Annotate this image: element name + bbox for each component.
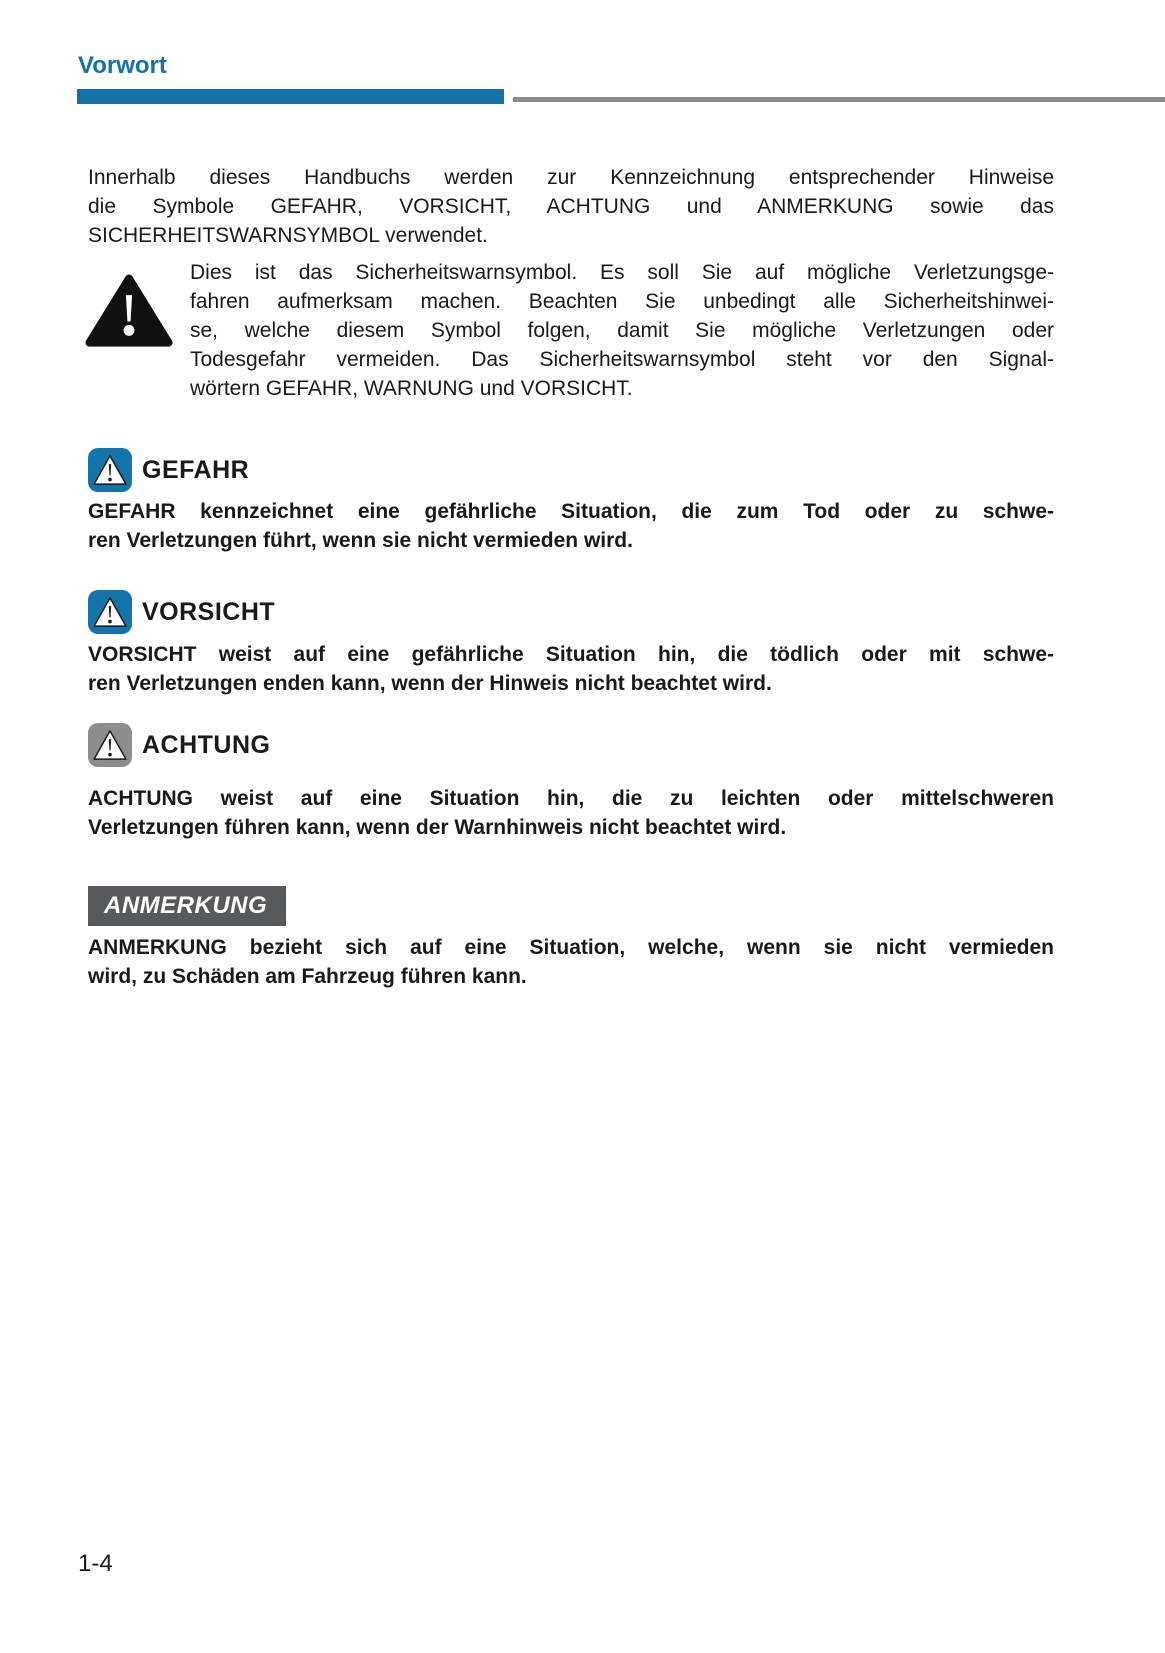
text-line: GEFAHR kennzeichnet eine gefährliche Situation, die zum Tod oder zu schwe- (88, 500, 1054, 523)
text-line: se, welche diesem Symbol folgen, damit Sie mögliche Verletzungen oder (190, 319, 1054, 342)
header-accent-bar (77, 89, 504, 104)
note-label-text: ANMERKUNG (104, 892, 268, 919)
text-line: die Symbole GEFAHR, VORSICHT, ACHTUNG und ANMERKUNG sowie das (88, 195, 1054, 218)
text-line: Innerhalb dieses Handbuchs werden zur Kennzeichnung entsprechender Hinweise (88, 166, 1054, 189)
text-line: wird, zu Schäden am Fahrzeug führen kann. (88, 965, 527, 988)
notice-gefahr-title: GEFAHR (142, 455, 250, 484)
text-line: ANMERKUNG bezieht sich auf eine Situation, welche, wenn sie nicht vermieden (88, 936, 1054, 959)
text-line: Verletzungen führen kann, wenn der Warnhinweis nicht beachtet wird. (88, 816, 787, 839)
text-line: wörtern GEFAHR, WARNUNG und VORSICHT. (190, 377, 633, 400)
text-line: Todesgefahr vermeiden. Das Sicherheitswarnsymbol steht vor den Signal- (190, 348, 1054, 371)
notice-achtung-title: ACHTUNG (142, 730, 271, 759)
safety-symbol-paragraph (190, 258, 1054, 403)
text-line: ACHTUNG weist auf eine Situation hin, die zu leichten oder mittelschweren (88, 787, 1054, 810)
notice-gefahr-heading (88, 448, 249, 492)
text-line: fahren aufmerksam machen. Beachten Sie unbedingt alle Sicherheitshinwei- (190, 290, 1054, 313)
warning-triangle-icon (85, 274, 173, 348)
note-label (88, 886, 286, 926)
warning-triangle-badge-icon (88, 723, 132, 767)
notice-achtung-body (88, 784, 1054, 842)
page-title: Vorwort (78, 52, 167, 79)
notice-achtung-heading (88, 723, 271, 767)
text-line: ren Verletzungen führt, wenn sie nicht vermieden wird. (88, 529, 633, 552)
warning-triangle-badge-icon (88, 448, 132, 492)
text-line: Dies ist das Sicherheitswarnsymbol. Es soll Sie auf mögliche Verletzungsge- (190, 261, 1054, 284)
header-rule-line (513, 97, 1165, 102)
text-line: ren Verletzungen enden kann, wenn der Hinweis nicht beachtet wird. (88, 672, 772, 695)
note-body (88, 933, 1054, 991)
page-number: 1-4 (78, 1550, 113, 1577)
notice-vorsicht-body (88, 640, 1054, 698)
warning-triangle-badge-icon (88, 590, 132, 634)
intro-paragraph (88, 163, 1054, 250)
notice-vorsicht-title: VORSICHT (142, 597, 276, 626)
text-line: VORSICHT weist auf eine gefährliche Situation hin, die tödlich oder mit schwe- (88, 643, 1054, 666)
notice-vorsicht-heading (88, 590, 275, 634)
text-line: SICHERHEITSWARNSYMBOL verwendet. (88, 224, 488, 247)
notice-gefahr-body (88, 497, 1054, 555)
